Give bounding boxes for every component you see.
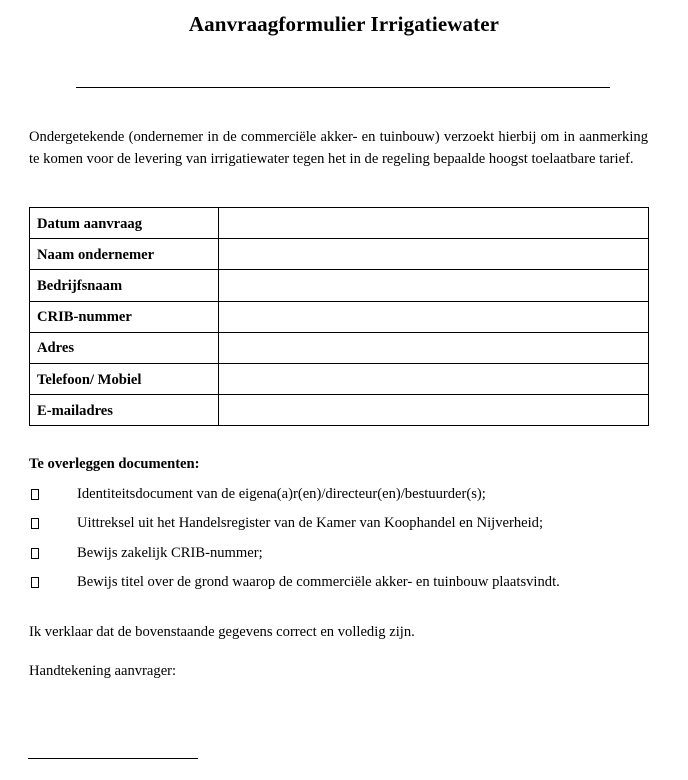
list-item [29, 545, 263, 562]
field-value-bedrijfsnaam[interactable] [219, 270, 649, 301]
table-row [30, 363, 649, 394]
page-title: Aanvraagformulier Irrigatiewater [188, 12, 500, 36]
table-row [30, 395, 649, 426]
checkbox-icon[interactable] [31, 489, 39, 500]
declaration-statement: Ik verklaar dat de bovenstaande gegevens correct en volledig zijn. [29, 624, 415, 640]
field-value-datum[interactable] [219, 208, 649, 239]
field-value-adres[interactable] [219, 332, 649, 363]
document-item-text: Bewijs titel over de grond waarop de commerciële akker- en tuinbouw plaatsvindt. [77, 574, 560, 590]
list-item [29, 515, 543, 532]
documents-heading: Te overleggen documenten: [29, 456, 200, 472]
field-value-telefoon[interactable] [219, 363, 649, 394]
field-label-datum: Datum aanvraag [30, 208, 219, 239]
table-row [30, 270, 649, 301]
field-value-crib[interactable] [219, 301, 649, 332]
field-label-adres: Adres [30, 332, 219, 363]
field-label-crib: CRIB-nummer [30, 301, 219, 332]
field-label-naam: Naam ondernemer [30, 239, 219, 270]
list-item [29, 574, 560, 591]
title-rule [76, 87, 610, 88]
document-item-text: Identiteitsdocument van de eigena(a)r(en)/directeur(en)/bestuurder(s); [77, 486, 486, 502]
field-label-bedrijfsnaam: Bedrijfsnaam [30, 270, 219, 301]
field-value-email[interactable] [219, 395, 649, 426]
list-item [29, 486, 486, 503]
applicant-info-table [29, 207, 649, 426]
signature-line[interactable] [28, 758, 198, 759]
signature-label: Handtekening aanvrager: [29, 663, 177, 679]
field-value-naam[interactable] [219, 239, 649, 270]
table-row [30, 332, 649, 363]
field-label-telefoon: Telefoon/ Mobiel [30, 363, 219, 394]
table-row [30, 208, 649, 239]
table-row [30, 239, 649, 270]
intro-paragraph: Ondergetekende (ondernemer in de commerciële akker- en tuinbouw) verzoekt hierbij om in aanmerking te komen voor de levering van irrigatiewater tegen het in de regeling bepaalde hoogst toelaatbare tarief. [29, 129, 648, 167]
checkbox-icon[interactable] [31, 577, 39, 588]
checkbox-icon[interactable] [31, 548, 39, 559]
checkbox-icon[interactable] [31, 518, 39, 529]
document-item-text: Uittreksel uit het Handelsregister van de Kamer van Koophandel en Nijverheid; [77, 515, 544, 531]
field-label-email: E-mailadres [30, 395, 219, 426]
document-item-text: Bewijs zakelijk CRIB-nummer; [77, 545, 263, 561]
table-row [30, 301, 649, 332]
